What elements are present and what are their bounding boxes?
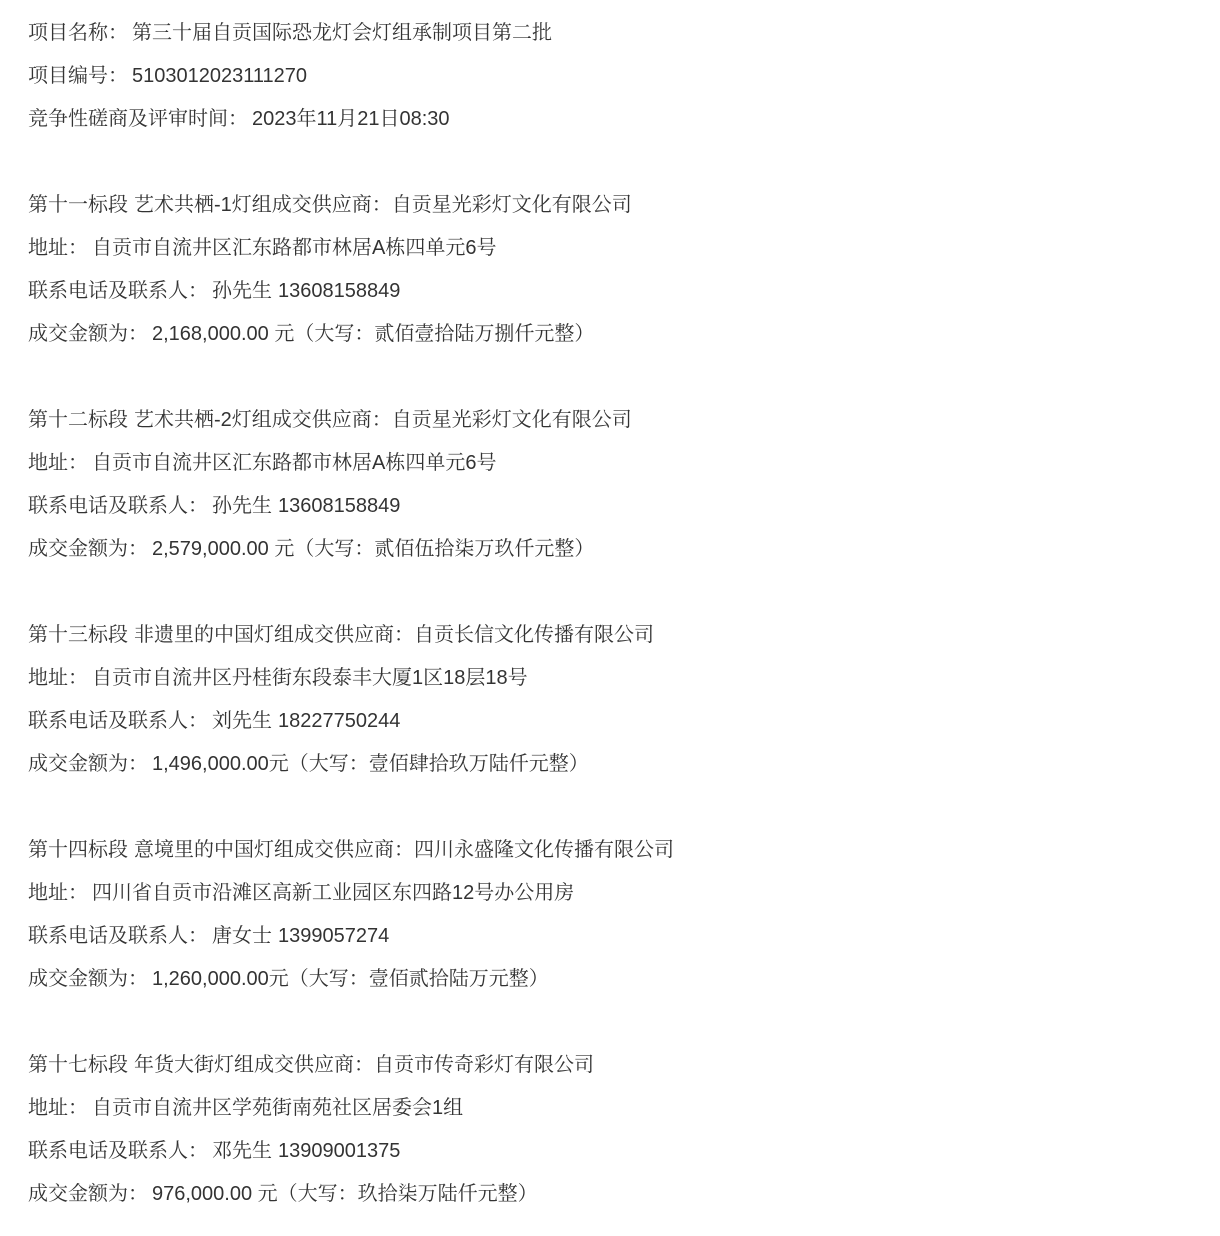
lamp-group-supplier-label: 年货大街灯组成交供应商： (134, 1054, 374, 1076)
address-value: 自贡市自流井区丹桂街东段泰丰大厦1区18层18号 (92, 667, 528, 689)
lamp-group-supplier-label: 非遗里的中国灯组成交供应商： (134, 624, 414, 646)
amount-value: 2,168,000.00 元 (152, 323, 295, 345)
contact-person: 邓先生 (212, 1140, 272, 1162)
lamp-group-supplier-label: 艺术共栖-2灯组成交供应商： (134, 409, 392, 431)
address-line (28, 227, 1190, 270)
project-header (28, 12, 1190, 141)
amount-value: 2,579,000.00 元 (152, 538, 295, 560)
address-line (28, 1087, 1190, 1130)
contact-label: 联系电话及联系人： (28, 495, 208, 517)
address-line (28, 872, 1190, 915)
bid-section-13 (28, 614, 1190, 786)
contact-person: 孙先生 (212, 280, 272, 302)
address-label: 地址： (28, 882, 88, 904)
supplier-name: 自贡星光彩灯文化有限公司 (391, 194, 632, 216)
contact-line (28, 700, 1190, 743)
review-time-value: 2023年11月21日08:30 (252, 108, 450, 130)
amount-label: 成交金额为： (28, 538, 148, 560)
section-title-line (28, 614, 1190, 657)
lamp-group-supplier-label: 意境里的中国灯组成交供应商： (134, 839, 414, 861)
section-title-line (28, 1044, 1190, 1087)
project-number-line (28, 55, 1190, 98)
bid-section-12 (28, 399, 1190, 571)
contact-phone: 13608158849 (278, 495, 401, 517)
bid-section-no: 第十一标段 (28, 194, 128, 216)
supplier-name: 自贡长信文化传播有限公司 (414, 624, 654, 646)
contact-label: 联系电话及联系人： (28, 280, 208, 302)
amount-label: 成交金额为： (28, 968, 148, 990)
section-title-line (28, 829, 1190, 872)
contact-line (28, 270, 1190, 313)
project-name-label: 项目名称： (28, 22, 128, 44)
address-value: 四川省自贡市沿滩区高新工业园区东四路12号办公用房 (92, 882, 575, 904)
bid-section-no: 第十三标段 (28, 624, 128, 646)
contact-phone: 18227750244 (278, 710, 401, 732)
contact-label: 联系电话及联系人： (28, 925, 208, 947)
section-title-line (28, 184, 1190, 227)
contact-line (28, 485, 1190, 528)
supplier-name: 自贡星光彩灯文化有限公司 (391, 409, 632, 431)
project-number-label: 项目编号： (28, 65, 128, 87)
address-value: 自贡市自流井区汇东路都市林居A栋四单元6号 (92, 237, 497, 259)
amount-line (28, 743, 1190, 786)
address-label: 地址： (28, 1097, 88, 1119)
amount-value: 1,260,000.00元 (152, 968, 289, 990)
contact-person: 孙先生 (212, 495, 272, 517)
review-time-label: 竞争性磋商及评审时间： (28, 108, 248, 130)
amount-line (28, 528, 1190, 571)
contact-person: 刘先生 (212, 710, 272, 732)
amount-label: 成交金额为： (28, 323, 148, 345)
amount-value: 976,000.00 元 (152, 1183, 278, 1205)
amount-line (28, 958, 1190, 1001)
contact-label: 联系电话及联系人： (28, 1140, 208, 1162)
contact-line (28, 1130, 1190, 1173)
supplier-name: 自贡市传奇彩灯有限公司 (374, 1054, 594, 1076)
amount-label: 成交金额为： (28, 1183, 148, 1205)
review-time-line (28, 98, 1190, 141)
contact-phone: 1399057274 (278, 925, 390, 947)
contact-label: 联系电话及联系人： (28, 710, 208, 732)
amount-capital: （大写：贰佰壹拾陆万捌仟元整） (294, 323, 595, 345)
bid-section-no: 第十七标段 (28, 1054, 128, 1076)
address-label: 地址： (28, 452, 88, 474)
address-value: 自贡市自流井区学苑街南苑社区居委会1组 (92, 1097, 464, 1119)
project-number-value: 5103012023111270 (132, 65, 307, 87)
address-line (28, 442, 1190, 485)
project-name-line (28, 12, 1190, 55)
section-title-line (28, 399, 1190, 442)
address-label: 地址： (28, 237, 88, 259)
bid-section-no: 第十二标段 (28, 409, 128, 431)
address-value: 自贡市自流井区汇东路都市林居A栋四单元6号 (92, 452, 497, 474)
amount-value: 1,496,000.00元 (152, 753, 289, 775)
amount-line (28, 1173, 1190, 1216)
amount-capital: （大写：壹佰肆拾玖万陆仟元整） (288, 753, 589, 775)
amount-capital: （大写：玖拾柒万陆仟元整） (277, 1183, 538, 1205)
amount-capital: （大写：贰佰伍拾柒万玖仟元整） (294, 538, 595, 560)
project-name-value: 第三十届自贡国际恐龙灯会灯组承制项目第二批 (132, 22, 552, 44)
bid-section-no: 第十四标段 (28, 839, 128, 861)
amount-label: 成交金额为： (28, 753, 148, 775)
supplier-name: 四川永盛隆文化传播有限公司 (414, 839, 674, 861)
amount-capital: （大写：壹佰贰拾陆万元整） (288, 968, 549, 990)
bid-section-17 (28, 1044, 1190, 1216)
contact-line (28, 915, 1190, 958)
address-line (28, 657, 1190, 700)
lamp-group-supplier-label: 艺术共栖-1灯组成交供应商： (134, 194, 392, 216)
amount-line (28, 313, 1190, 356)
contact-phone: 13909001375 (278, 1140, 401, 1162)
contact-phone: 13608158849 (278, 280, 401, 302)
contact-person: 唐女士 (212, 925, 272, 947)
address-label: 地址： (28, 667, 88, 689)
bid-section-11 (28, 184, 1190, 356)
bid-section-14 (28, 829, 1190, 1001)
